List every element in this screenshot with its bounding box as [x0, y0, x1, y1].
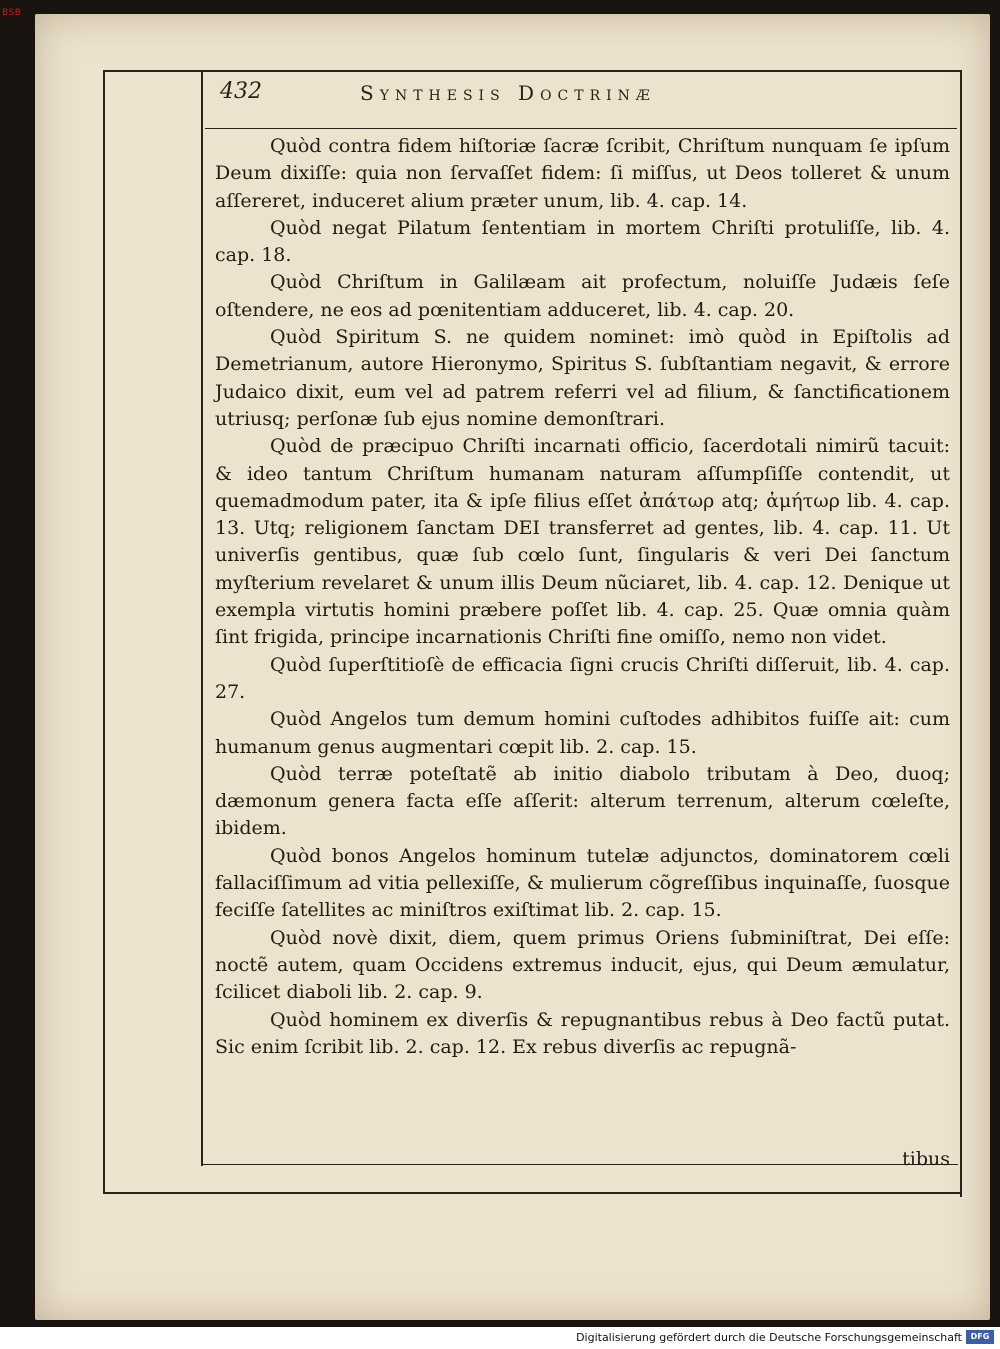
- paragraph: Quòd negat Pilatum ſententiam in mortem Chriſti protuliſſe, lib. 4. cap. 18.: [215, 216, 950, 267]
- margin-rule: [201, 70, 203, 1166]
- dfg-logo-icon: DFG: [966, 1330, 994, 1344]
- bottom-rule: [201, 1164, 958, 1165]
- paragraph: Quòd contra fidem hiſtoriæ ſacræ ſcribit, Chriſtum nunquam ſe ipſum Deum dixiſſe: quia non ſervaſſet fidem: ſi miſſus, ut Deos tolleret & unum aſſereret, induceret alium præter unum, lib. 4. cap. 14.: [215, 135, 950, 212]
- frame-right-rule: [960, 72, 962, 1197]
- body-text: [215, 133, 950, 1061]
- paragraph: Quòd de præcipuo Chriſti incarnati officio, ſacerdotali nimirũ tacuit: & ideo tantum Chriſtum humanam naturam aſſumpſiſſe contendit, ut quemadmodum pater, ita & ipſe filius eſſet ἀπάτωρ atq; ἀμήτωρ lib. 4. cap. 13. Utq; religionem ſanctam DEI transferret ad gentes, lib. 4. cap. 11. Ut univerſis gentibus, quæ ſub cœlo ſunt, ſingularis & veri Dei ſanctum myſterium revelaret & unum illis Deum nũciaret, lib. 4. cap. 12. Denique ut exempla virtutis homini præbere poſſet lib. 4. cap. 25. Quæ omnia quàm ſint frigida, principe incarnationis Chriſti fine omiſſo, nemo non videt.: [215, 435, 950, 649]
- paragraph: Quòd hominem ex diverſis & repugnantibus rebus à Deo factũ putat. Sic enim ſcribit lib. 2. cap. 12. Ex rebus diverſis ac repugnã-: [215, 1008, 950, 1058]
- library-tag: BSB: [2, 8, 22, 18]
- paragraph: Quòd Angelos tum demum homini cuſtodes adhibitos fuiſſe ait: cum humanum genus augmentari cœpit lib. 2. cap. 15.: [215, 708, 950, 758]
- paragraph: Quòd ſuperſtitioſè de efficacia ſigni crucis Chriſti diſſeruit, lib. 4. cap. 27.: [215, 653, 950, 703]
- footer-bar: [0, 1327, 1000, 1349]
- page-header: [220, 79, 940, 119]
- paragraph: Quòd Chriſtum in Galilæam ait profectum, noluiſſe Judæis ſeſe oſtendere, ne eos ad pœnitentiam adduceret, lib. 4. cap. 20.: [215, 271, 950, 321]
- paragraph: Quòd bonos Angelos hominum tutelæ adjunctos, dominatorem cœli fallaciſſimum ad vitia pellexiſſe, & mulierum cõgreſſibus inquinaſſe, ſuosque feciſſe ſatellites ac miniſtros exiſtimat lib. 2. cap. 15.: [215, 844, 950, 922]
- paragraph: Quòd Spiritum S. ne quidem nominet: imò quòd in Epiſtolis ad Demetrianum, autore Hieronymo, Spiritus S. ſubſtantiam negavit, & errore Judaico dixit, eum vel ad patrem referri vel ad filium, & ſanctificationem utriusq; perſonæ ſub ejus nomine demonſtrari.: [215, 326, 950, 430]
- page-number: 432: [220, 79, 262, 104]
- paragraph: Quòd terræ poteſtatẽ ab initio diabolo tributam à Deo, duoq; dæmonum genera facta eſſe aſſerit: alterum terrenum, alterum cœleſte, ibidem.: [215, 762, 950, 840]
- catchword: tibus: [902, 1148, 950, 1170]
- paragraph: Quòd novè dixit, diem, quem primus Oriens ſubminiſtrat, Dei eſſe: noctẽ autem, quam Occidens extremus inducit, ejus, qui Deum æmulatur, ſcilicet diaboli lib. 2. cap. 9.: [215, 926, 950, 1004]
- funding-credit: Digitalisierung gefördert durch die Deutsche Forschungsgemeinschaft: [576, 1331, 962, 1344]
- header-rule: [205, 128, 957, 129]
- running-head: Synthesis Doctrinæ: [360, 81, 656, 105]
